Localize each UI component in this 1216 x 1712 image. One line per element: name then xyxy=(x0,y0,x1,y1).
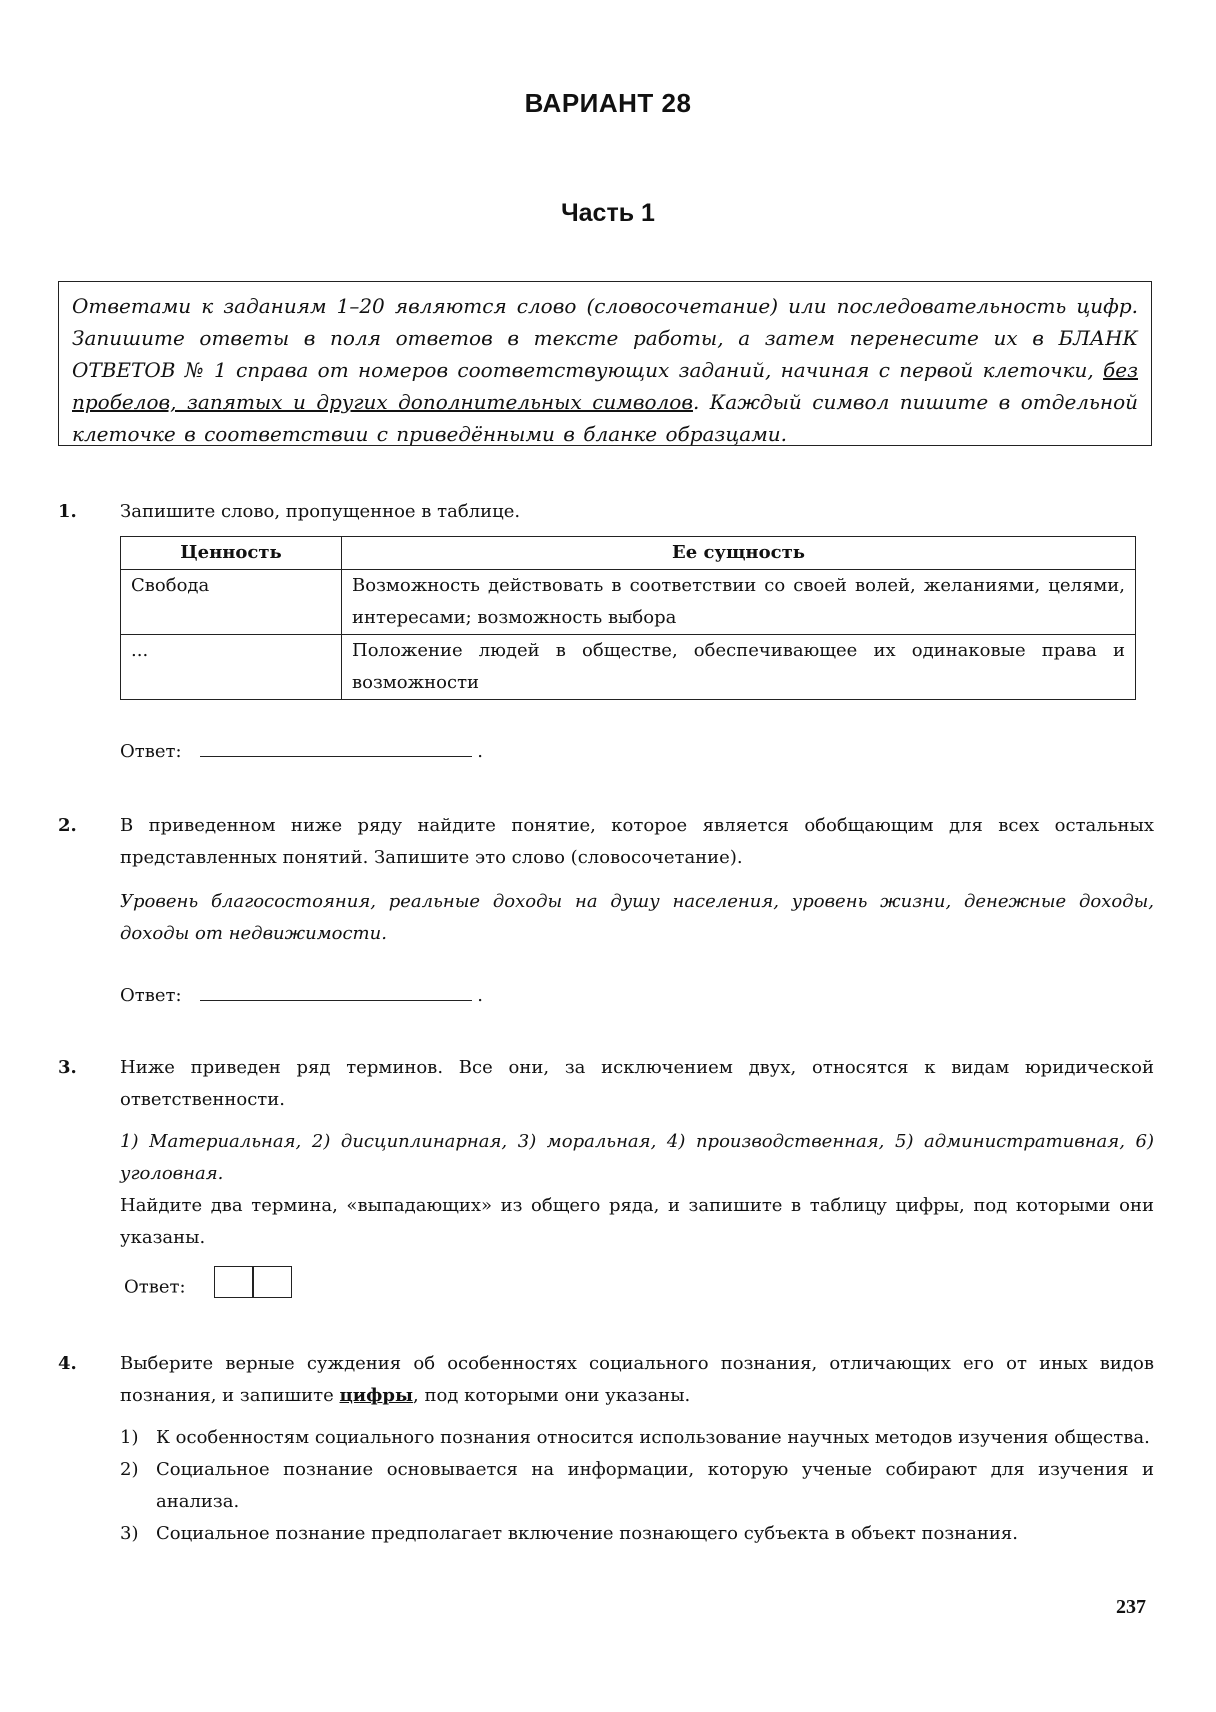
answer-label: Ответ: xyxy=(120,985,182,1006)
table-cell: Возможность действовать в соответствии со своей волей, желаниями, целями, интересами; возможность выбора xyxy=(342,570,1136,635)
instructions-box xyxy=(58,281,1152,446)
question-task: Найдите два термина, «выпадающих» из общего ряда, и запишите в таблицу цифры, под которыми они указаны. xyxy=(120,1195,1154,1248)
answer-row-1: Ответ: . xyxy=(58,736,1154,768)
question-number: 4. xyxy=(58,1353,77,1374)
option-number: 3) xyxy=(120,1523,139,1544)
question-3 xyxy=(58,1052,1154,1254)
answer-row-3 xyxy=(58,1266,1154,1309)
option-text: Социальное познание основывается на информации, которую ученые собирают для изучения и анализа. xyxy=(156,1459,1154,1512)
page-number: 237 xyxy=(1116,1596,1146,1618)
question-text-b: , под которыми они указаны. xyxy=(413,1385,691,1406)
question-4 xyxy=(58,1348,1154,1550)
answer-cell[interactable] xyxy=(214,1266,254,1298)
table-cell: Положение людей в обществе, обеспечивающее их одинаковые права и возможности xyxy=(342,635,1136,700)
part-title: Часть 1 xyxy=(561,199,655,227)
option-text: Социальное познание предполагает включение познающего субъекта в объект познания. xyxy=(156,1523,1018,1544)
emphasis-digits: цифры xyxy=(339,1385,414,1406)
question-number: 3. xyxy=(58,1057,77,1078)
table-header: Ее сущность xyxy=(342,537,1136,570)
option-text: К особенностям социального познания относится использование научных методов изучения общества. xyxy=(156,1427,1150,1448)
question-text xyxy=(120,1348,1154,1412)
answer-row-2: Ответ: . xyxy=(58,980,1154,1012)
table-row xyxy=(121,570,1136,635)
values-table xyxy=(120,536,1136,700)
option-item xyxy=(120,1518,1154,1550)
question-number: 1. xyxy=(58,501,77,522)
question-text: В приведенном ниже ряду найдите понятие, которое является обобщающим для всех остальных представленных понятий. Запишите это слово (словосочетание). xyxy=(120,815,1154,868)
table-row xyxy=(121,635,1136,700)
instructions-text-a: Ответами к заданиям 1–20 являются слово (словосочетание) или последовательность цифр. Запишите ответы в поля ответов в тексте работы, а затем перенесите их в БЛАНК ОТВЕТОВ № 1 справа от номеров соответствующих заданий, начиная с первой клеточки, xyxy=(72,294,1138,382)
answer-field[interactable] xyxy=(200,982,472,1001)
question-text: Ниже приведен ряд терминов. Все они, за исключением двух, относятся к видам юридической ответственности. xyxy=(120,1057,1154,1110)
table-header: Ценность xyxy=(121,537,342,570)
instructions-underlined: без пробелов, запятых и других дополнительных символов xyxy=(72,358,1138,414)
instructions-text-b: . Каждый символ пишите в отдельной клеточке в соответствии с приведёнными в бланке образцами. xyxy=(72,390,1138,446)
option-number: 2) xyxy=(120,1459,139,1480)
question-2 xyxy=(58,810,1154,950)
answer-field[interactable] xyxy=(200,738,472,757)
answer-cells xyxy=(214,1266,291,1309)
table-cell: ... xyxy=(121,635,342,700)
answer-cell[interactable] xyxy=(252,1266,292,1298)
table-header-row xyxy=(121,537,1136,570)
table-cell: Свобода xyxy=(121,570,342,635)
question-text-a: Выберите верные суждения об особенностях социального познания, отличающих его от иных видов познания, и запишите xyxy=(120,1353,1154,1406)
answer-label: Ответ: xyxy=(120,741,182,762)
question-1 xyxy=(58,496,1154,528)
option-item xyxy=(120,1422,1154,1454)
terms-list: 1) Материальная, 2) дисциплинарная, 3) моральная, 4) производственная, 5) административная, 6) уголовная. xyxy=(120,1131,1154,1184)
variant-title: ВАРИАНТ 28 xyxy=(524,88,692,118)
option-number: 1) xyxy=(120,1427,139,1448)
concept-list: Уровень благосостояния, реальные доходы на душу населения, уровень жизни, денежные доходы, доходы от недвижимости. xyxy=(120,891,1154,944)
question-number: 2. xyxy=(58,815,77,836)
answer-label: Ответ: xyxy=(124,1276,186,1298)
question-text: Запишите слово, пропущенное в таблице. xyxy=(120,501,521,522)
option-item xyxy=(120,1454,1154,1518)
